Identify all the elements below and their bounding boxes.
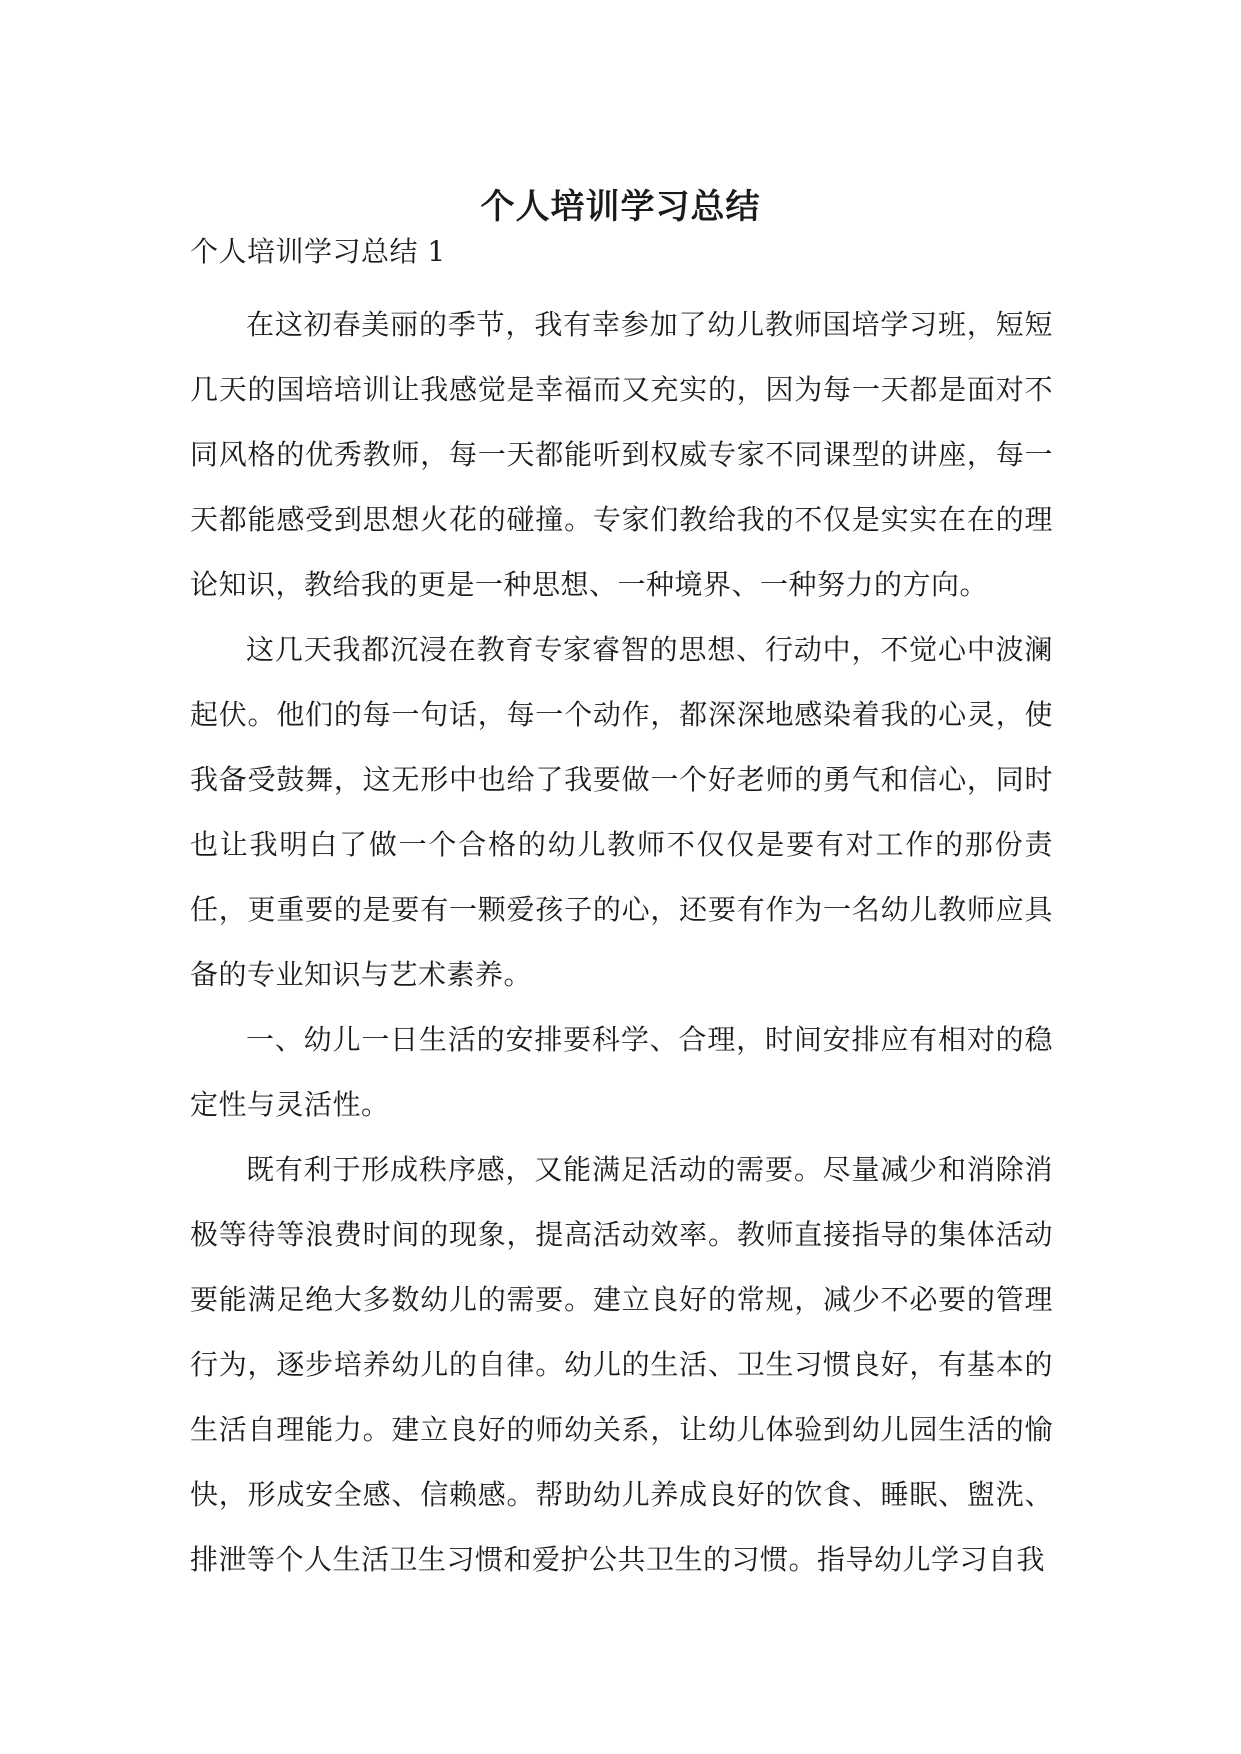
section-heading: 个人培训学习总结 1 [190, 235, 446, 268]
paragraph-2: 这几天我都沉浸在教育专家睿智的思想、行动中，不觉心中波澜起伏。他们的每一句话，每一个动作，都深深地感染着我的心灵，使我备受鼓舞，这无形中也给了我要做一个好老师的勇气和信心，同时也让我明白了做一个合格的幼儿教师不仅仅是要有对工作的那份责任，更重要的是要有一颗爱孩子的心，还要有作为一名幼儿教师应具备的专业知识与艺术素养。 [190, 633, 1053, 991]
document-body [190, 230, 1053, 1592]
paragraph-3: 一、幼儿一日生活的安排要科学、合理，时间安排应有相对的稳定性与灵活性。 [190, 1023, 1053, 1121]
paragraph-4: 既有利于形成秩序感，又能满足活动的需要。尽量减少和消除消极等待等浪费时间的现象，提高活动效率。教师直接指导的集体活动要能满足绝大多数幼儿的需要。建立良好的常规，减少不必要的管理行为，逐步培养幼儿的自律。幼儿的生活、卫生习惯良好，有基本的生活自理能力。建立良好的师幼关系，让幼儿体验到幼儿园生活的愉快，形成安全感、信赖感。帮助幼儿养成良好的饮食、睡眠、盥洗、排泄等个人生活卫生习惯和爱护公共卫生的习惯。指导幼儿学习自我 [190, 1153, 1053, 1576]
page-title: 个人培训学习总结 [480, 186, 761, 227]
paragraph-1: 在这初春美丽的季节，我有幸参加了幼儿教师国培学习班，短短几天的国培培训让我感觉是幸福而又充实的，因为每一天都是面对不同风格的优秀教师，每一天都能听到权威专家不同课型的讲座，每一天都能感受到思想火花的碰撞。专家们教给我的不仅是实实在在的理论知识，教给我的更是一种思想、一种境界、一种努力的方向。 [190, 308, 1053, 601]
